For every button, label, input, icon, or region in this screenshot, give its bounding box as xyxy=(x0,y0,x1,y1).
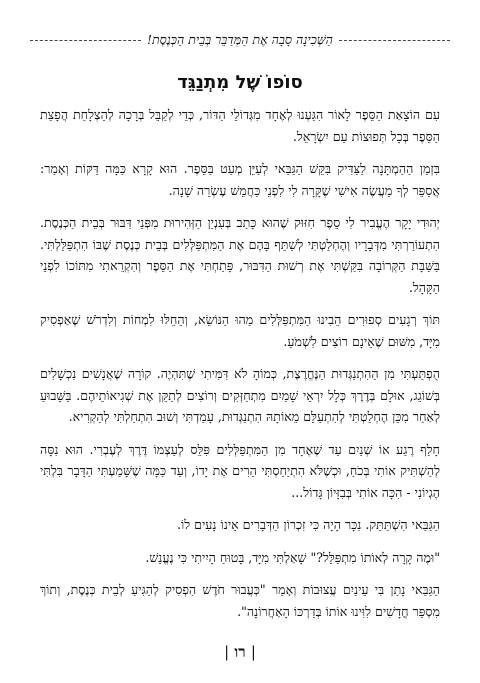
header-dashes-right xyxy=(339,40,450,41)
paragraph: "וּמֶה קָרָה לְאוֹתוֹ מִתְפַּלֵּל?" שָׁאַלְתִּי מִיָּד, בָּטוּחַ הָיִיתִי כִּי נֶעֱנַשׁ. xyxy=(145,549,440,565)
page-number-text: רו xyxy=(234,643,246,661)
running-header-text: הַשְּׁכִינָה סָבָה אֶת הַמְּדַבֵּר בְּבֵית הַכְּנֶסֶת! xyxy=(147,32,333,47)
paragraph: עִם הוֹצָאַת הַסֵּפֶר לָאוֹר הִגַּעְנוּ לְאֶחָד מִגְּדוֹלֵי הַדּוֹר, כְּדֵי לְקַבֵּל בְּרָכָה לְהַצְלָחַת הֲפָצַת הַסֵּפֶר בְּכָל תְּפוּצוֹת עַם יִשְׂרָאֵל. xyxy=(40,107,440,144)
page-number-separator: | xyxy=(250,643,256,661)
header-dashes-left xyxy=(30,40,141,41)
paragraph: הַגַּבַּאי הִשְׁתַּתֵּק. נִכָּר הָיָה כִּי זִכְרוֹן הַדְּבָרִים אֵינוֹ נָעִים לוֹ. xyxy=(177,517,440,532)
paragraph: הַגַּבַּאי נָתַן בִּי עֵינַיִם עֲצוּבוֹת וְאָמַר "כְּעֲבוּר חֹדֶשׁ הִפְסִיק לְהַגִּיעַ לְבֵית כְּנֶסֶת, וְתוֹךְ מִסְפַּר חֳדָשִׁים לִוִּינוּ אוֹתוֹ בְּדַרְכּוֹ הָאַחֲרוֹנָה". xyxy=(40,582,440,619)
paragraph: בִּזְמַן הַהַמְתָּנָה לַצַּדִּיק בִּקֵּשׁ הַגַּבַּאי לְעַיֵּן מְעַט בַּסֵּפֶר. הוּא קָרָא כַּמָּה דַּקּוֹת וְאָמַר: אֲסַפֵּר לְךָ מַעֲשֶׂה אִישִׁי שֶׁקָּרָה לִי לִפְנֵי כַּחֲמֵשׁ עֶשְׂרֵה שָׁנָה. xyxy=(40,161,440,198)
article-title: סוֹפוֹ שֶׁל מִתְנַגֵּד xyxy=(177,72,303,93)
paragraph: חָלַף רֶגַע אוֹ שְׁנַיִם עַד שֶׁאֶחָד מִן הַמִּתְפַּלְּלִים פִּלֵּס לְעַצְמוֹ דֶּרֶךְ לְעֶבְרִי. הוּא נִסָּה לְהַשְׁתִּיק אוֹתִי בְּכֹחַ, וּכְשֶׁלֹּא הִתְיַחַסְתִּי הֵרִים אֶת יָדוֹ, וְעַד כַּמָּה שֶׁשָּׁמַעְתִּי הַדָּבָר בִּלְתִּי הֶגְיוֹנִי - הִכָּה אוֹתִי בְּבִזָּיוֹן גָּדוֹל... xyxy=(40,441,440,500)
page-number-separator: | xyxy=(224,643,230,661)
paragraph: יְהוּדִי יָקָר הֶעֱבִיר לִי סֵפֶר חִזּוּק שֶׁהוּא כָּתַב בְּעִנְיַן הַזְּהִירוּת מִפְּנֵי דִּבּוּר בְּבֵית הַכְּנֶסֶת. הִתְעוֹרַרְתִּי מִדְּבָרָיו וְהֶחְלַטְתִּי לְשַׁתֵּף בָּהֶם אֶת הַמִּתְפַּלְּלִים בְּבֵית כְּנֶסֶת שֶׁבּוֹ הִתְפַּלַּלְתִּי. בַּשַּׁבָּת הַקְּרוֹבָה בִּקַּשְׁתִּי אֶת רְשׁוּת הַדִּבּוּר, פָּתַחְתִּי אֶת הַסֵּפֶר וְהִקְרֵאתִי מִתּוֹכוֹ לִפְנֵי הַקָּהָל. xyxy=(40,215,440,295)
paragraph: תּוֹךְ רְגָעִים סְפוּרִים הֵבִינוּ הַמִּתְפַּלְּלִים מַהוּ הַנּוֹשֵׂא, וְהֵחֵלּוּ לִמְחוֹת וְלִדְרֹשׁ שֶׁאַפְסִיק מִיָּד, מִשּׁוּם שֶׁאֵינָם רוֹצִים לִשְׁמֹעַ. xyxy=(40,312,440,349)
page-number xyxy=(0,643,480,662)
article-body xyxy=(40,104,440,633)
paragraph: הֻפְתַּעְתִּי מִן הַהִתְנַגְּדוּת הַנֶּחֱרֶצֶת, כְּמוֹהָ לֹא דִּמִּיתִי שֶׁתִּהְיֶה. קוֹרָה שֶׁאֲנָשִׁים נִכְשָׁלִים בְּשׁוֹגֵג, אוּלָם בְּדֶרֶךְ כְּלָל יִרְאֵי שָׁמַיִם מִתְחַזְּקִים וְרוֹצִים לְתַקֵּן אֶת שְׁגִיאוֹתֵיהֶם. בַּשָּׁבוּעַ לְאַחַר מִכֵּן הֶחְלַטְתִּי לְהִתְעַלֵּם מֵאוֹתָהּ הִתְנַגְּדוּת, עָמַדְתִּי וְשׁוּב הִתְחַלְתִּי לְהַקְרִיא. xyxy=(40,366,440,424)
running-header xyxy=(30,32,450,48)
